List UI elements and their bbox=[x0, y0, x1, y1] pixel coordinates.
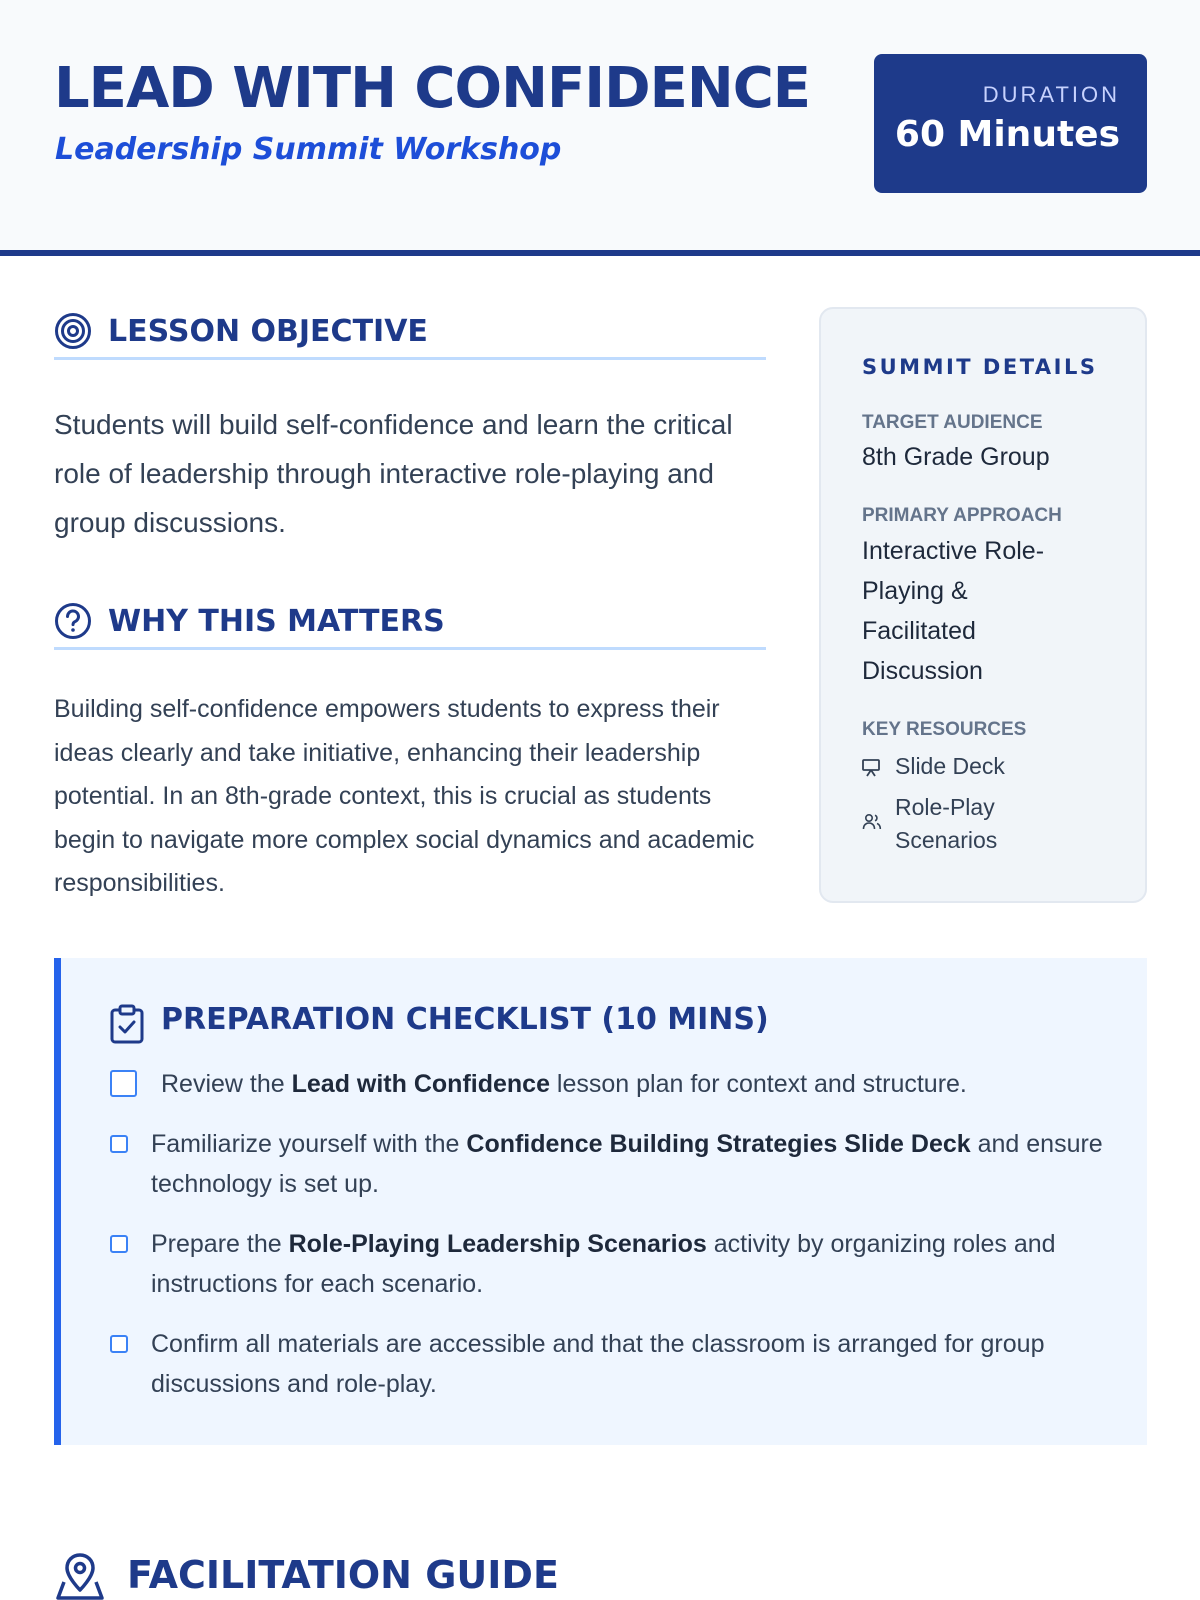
checklist-checkbox[interactable] bbox=[110, 1335, 128, 1353]
section-title: WHY THIS MATTERS bbox=[108, 604, 445, 639]
resource-label: Role-Play Scenarios bbox=[895, 794, 998, 853]
resources-label: KEY RESOURCES bbox=[862, 719, 1027, 740]
page-header bbox=[0, 0, 1200, 256]
preparation-checklist bbox=[54, 958, 1147, 1445]
clipboard-check-icon bbox=[110, 1004, 144, 1044]
checklist-checkbox[interactable] bbox=[110, 1070, 137, 1097]
objective-text: Students will build self-confidence and learn the critical role of leadership through interactive role-playing and group discussions. bbox=[54, 409, 733, 538]
section-title: LESSON OBJECTIVE bbox=[108, 314, 428, 349]
duration-label: DURATION bbox=[982, 82, 1120, 107]
audience-label: TARGET AUDIENCE bbox=[862, 412, 1043, 433]
approach-value: Interactive Role-Playing & Facilitated Discussion bbox=[862, 537, 1045, 685]
checklist-item: Confirm all materials are accessible and that the classroom is arranged for group discussions and role-play. bbox=[151, 1330, 1045, 1398]
page-title: LEAD WITH CONFIDENCE bbox=[54, 56, 811, 121]
resource-item bbox=[862, 791, 1122, 861]
checklist-item: Prepare the Role-Playing Leadership Scenarios activity by organizing roles and instructions for each scenario. bbox=[151, 1230, 1056, 1298]
checklist-checkbox[interactable] bbox=[110, 1235, 128, 1253]
audience-value: 8th Grade Group bbox=[862, 443, 1050, 471]
question-circle-icon bbox=[54, 602, 92, 640]
section-heading-objective bbox=[54, 312, 766, 360]
checklist-item: Familiarize yourself with the Confidence Building Strategies Slide Deck and ensure technology is set up. bbox=[151, 1130, 1103, 1198]
approach-label: PRIMARY APPROACH bbox=[862, 505, 1062, 526]
page-subtitle: Leadership Summit Workshop bbox=[55, 132, 562, 167]
duration-value: 60 Minutes bbox=[894, 114, 1120, 155]
presentation-icon bbox=[862, 758, 880, 778]
summit-details-card bbox=[819, 307, 1147, 903]
duration-badge bbox=[874, 54, 1147, 193]
checklist-item: Review the Lead with Confidence lesson plan for context and structure. bbox=[161, 1070, 967, 1098]
checklist-title: PREPARATION CHECKLIST (10 MINS) bbox=[161, 1002, 769, 1037]
section-heading-matters bbox=[54, 602, 766, 650]
resource-item bbox=[862, 750, 1122, 784]
users-icon bbox=[862, 813, 882, 831]
resource-label: Slide Deck bbox=[895, 753, 1005, 779]
facilitation-guide-title: FACILITATION GUIDE bbox=[127, 1553, 559, 1597]
map-pin-icon bbox=[54, 1552, 106, 1600]
checklist-checkbox[interactable] bbox=[110, 1135, 128, 1153]
matters-text: Building self-confidence empowers students to express their ideas clearly and take initiative, enhancing their leadership potential. In an 8th-grade context, this is crucial as students begin to navigate more complex social dynamics and academic responsibilities. bbox=[54, 695, 755, 897]
target-icon bbox=[54, 312, 92, 350]
summit-details-title: SUMMIT DETAILS bbox=[862, 355, 1098, 379]
